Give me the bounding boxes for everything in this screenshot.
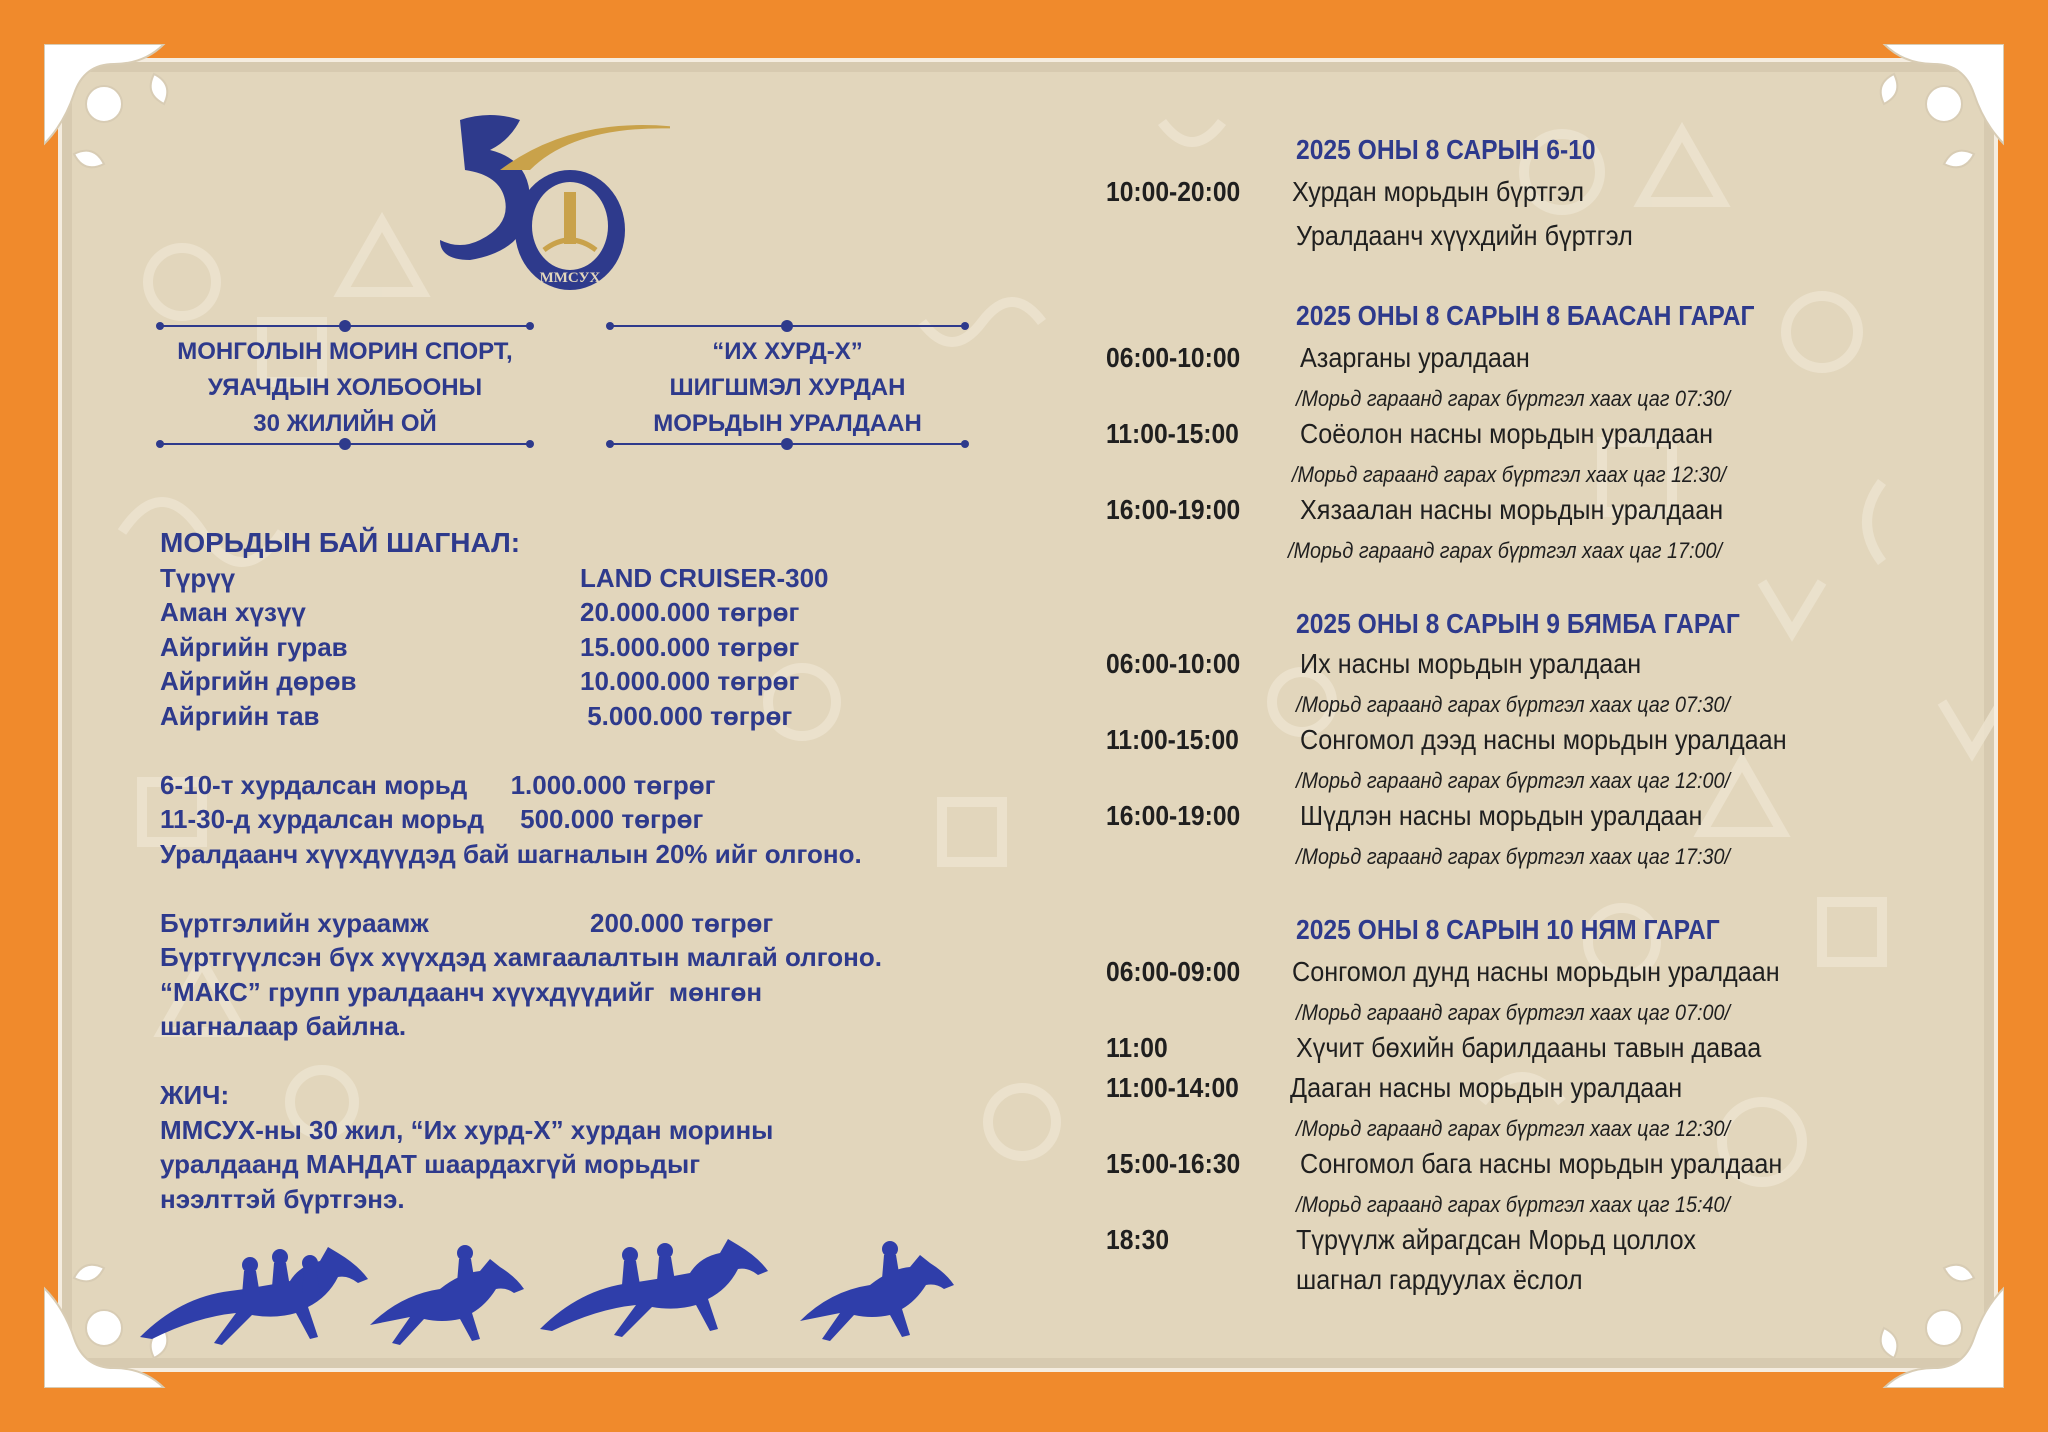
event-name: Уралдаанч хүүхдийн бүртгэл — [1296, 220, 1633, 251]
event-name: Хязаалан насны морьдын уралдаан — [1300, 494, 1724, 525]
prize-title: МОРЬДЫН БАЙ ШАГНАЛ: — [160, 527, 521, 558]
event-time: 11:00-15:00 — [1106, 724, 1239, 755]
event-name: Хурдан морьдын бүртгэл — [1292, 176, 1585, 207]
prize-place: Аман хүзүү — [160, 597, 306, 627]
prize-extra: 11-30-д хурдалсан морьд 500.000 төгрөг — [160, 804, 704, 834]
prize-row — [160, 595, 1040, 630]
event-time: 16:00-19:00 — [1106, 800, 1241, 831]
fee-label: Бүртгэлийн хураамж — [160, 907, 429, 938]
spacer — [160, 871, 1040, 906]
heading-federation-line: 30 ЖИЛИЙН ОЙ — [253, 410, 437, 437]
spacer — [160, 1044, 1040, 1079]
ornament-corner-bottom-right — [1854, 1238, 2004, 1388]
event-note: /Морьд гарaанд гарах бүртгэл хаах цаг 12:30/ — [1296, 1116, 1731, 1141]
heading-federation-line: МОНГОЛЫН МОРИН СПОРТ, — [177, 338, 513, 365]
note-line: нээлттэй бүртгэнэ. — [160, 1183, 405, 1214]
event-note: /Морьд гарaанд гарах бүртгэл хаах цаг 15:40/ — [1296, 1192, 1731, 1217]
event-name: Түрүүлж айрагдсан Морьд цоллох — [1296, 1224, 1696, 1255]
prize-value: LAND CRUISER-300 — [580, 562, 829, 593]
prize-extra: Уралдаанч хүүхдүүдэд бай шагналын 20% ийг олгоно. — [160, 838, 862, 869]
note-line: ММСУХ-ны 30 жил, “Их хурд-Х” хурдан морины — [160, 1114, 774, 1145]
prize-row — [160, 561, 1040, 596]
prize-value: 10.000.000 төгрөг — [580, 666, 800, 696]
event-name: Сонгомол дунд насны морьдын уралдаан — [1292, 956, 1780, 987]
heading-race — [600, 334, 975, 442]
prize-row — [160, 699, 1040, 734]
note-title: ЖИЧ: — [160, 1080, 230, 1110]
event-time: 11:00-15:00 — [1106, 418, 1239, 449]
event-time: 06:00-09:00 — [1106, 956, 1241, 987]
prize-extra: 6-10-т хурдалсан морьд 1.000.000 төгрөг — [160, 769, 716, 800]
schedule-date-heading: 2025 ОНЫ 8 САРЫН 6-10 — [1296, 134, 1596, 165]
prize-place: Айргийн гурав — [160, 631, 348, 662]
fee-value: 200.000 төгрөг — [590, 907, 774, 938]
event-name: Шүдлэн насны морьдын уралдаан — [1300, 800, 1703, 831]
event-time: 06:00-10:00 — [1106, 648, 1241, 679]
schedule-date-heading: 2025 ОНЫ 8 САРЫН 8 БААСАН ГАРАГ — [1296, 300, 1755, 331]
ornament-corner-top-right — [1854, 44, 2004, 194]
event-time: 11:00 — [1106, 1032, 1168, 1063]
event-name: Хүчит бөхийн барилдааны тавын даваа — [1296, 1032, 1762, 1063]
event-note: /Морьд гарaанд гарах бүртгэл хаах цаг 07:00/ — [1296, 1000, 1731, 1025]
prize-row — [160, 630, 1040, 665]
event-name: Их насны морьдын уралдаан — [1300, 648, 1642, 679]
schedule-date-heading: 2025 ОНЫ 8 САРЫН 10 НЯМ ГАРАГ — [1296, 914, 1720, 945]
anniversary-logo — [440, 100, 670, 300]
prize-value: 15.000.000 төгрөг — [580, 631, 800, 662]
ornament-corner-top-left — [44, 44, 194, 194]
prize-place: Айргийн дөрөв — [160, 666, 357, 696]
event-note: /Морьд гарaанд гарах бүртгэл хаах цаг 07:30/ — [1296, 386, 1731, 411]
heading-federation — [150, 334, 540, 442]
event-name: Сонгомол дээд насны морьдын уралдаан — [1300, 724, 1787, 755]
event-time: 10:00-20:00 — [1106, 176, 1241, 207]
prize-section — [160, 526, 1040, 1216]
fee-row — [160, 906, 1040, 941]
event-note: /Морьд гарaанд гарах бүртгэл хаах цаг 07:30/ — [1296, 692, 1731, 717]
event-name: Соёолон насны морьдын уралдаан — [1300, 418, 1714, 449]
event-time: 18:30 — [1106, 1224, 1170, 1255]
prize-place: Айргийн тав — [160, 700, 320, 731]
event-note: /Морьд гарaанд гарах бүртгэл хаах цаг 12:30/ — [1292, 462, 1727, 487]
event-name: Дааган насны морьдын уралдаан — [1290, 1072, 1683, 1103]
event-note: /Морьд гарaанд гарах бүртгэл хаах цаг 17:00/ — [1288, 538, 1723, 563]
event-name: Сонгомол бага насны морьдын уралдаан — [1300, 1148, 1783, 1179]
event-time: 06:00-10:00 — [1106, 342, 1241, 373]
heading-race-line: МОРЬДЫН УРАЛДААН — [653, 410, 922, 437]
event-name: Азарганы уралдаан — [1300, 342, 1530, 373]
event-time: 16:00-19:00 — [1106, 494, 1241, 525]
helmet-note: Бүртгүүлсэн бүх хүүхдэд хамгаалалтын малгай олгоно. — [160, 942, 882, 972]
prize-place: Түрүү — [160, 562, 236, 593]
event-time: 11:00-14:00 — [1106, 1072, 1239, 1103]
event-time: 15:00-16:30 — [1106, 1148, 1241, 1179]
maks-note: шагналаар байлна. — [160, 1011, 407, 1041]
prize-value: 20.000.000 төгрөг — [580, 597, 800, 627]
event-note: /Морьд гарaанд гарах бүртгэл хаах цаг 12:00/ — [1296, 768, 1731, 793]
event-name: шагнал гардуулах ёслол — [1296, 1264, 1583, 1295]
schedule-date-heading: 2025 ОНЫ 8 САРЫН 9 БЯМБА ГАРАГ — [1296, 608, 1740, 639]
maks-note: “МАКС” групп уралдаанч хүүхдүүдийг мөнгөн — [160, 976, 763, 1007]
prize-value: 5.000.000 төгрөг — [580, 700, 793, 731]
heading-race-line: ШИГШМЭЛ ХУРДАН — [669, 374, 906, 401]
heading-federation-line: УЯАЧДЫН ХОЛБООНЫ — [207, 374, 483, 401]
logo-text: ММСУХ — [539, 270, 601, 286]
event-note: /Морьд гарaанд гарах бүртгэл хаах цаг 17:30/ — [1296, 844, 1731, 869]
horse-race-silhouette — [120, 1225, 980, 1345]
spacer — [160, 733, 1040, 768]
note-line: уралдаанд МАНДАТ шаардахгүй морьдыг — [160, 1149, 701, 1179]
prize-row — [160, 664, 1040, 699]
heading-race-line: “ИХ ХУРД-Х” — [712, 338, 863, 365]
